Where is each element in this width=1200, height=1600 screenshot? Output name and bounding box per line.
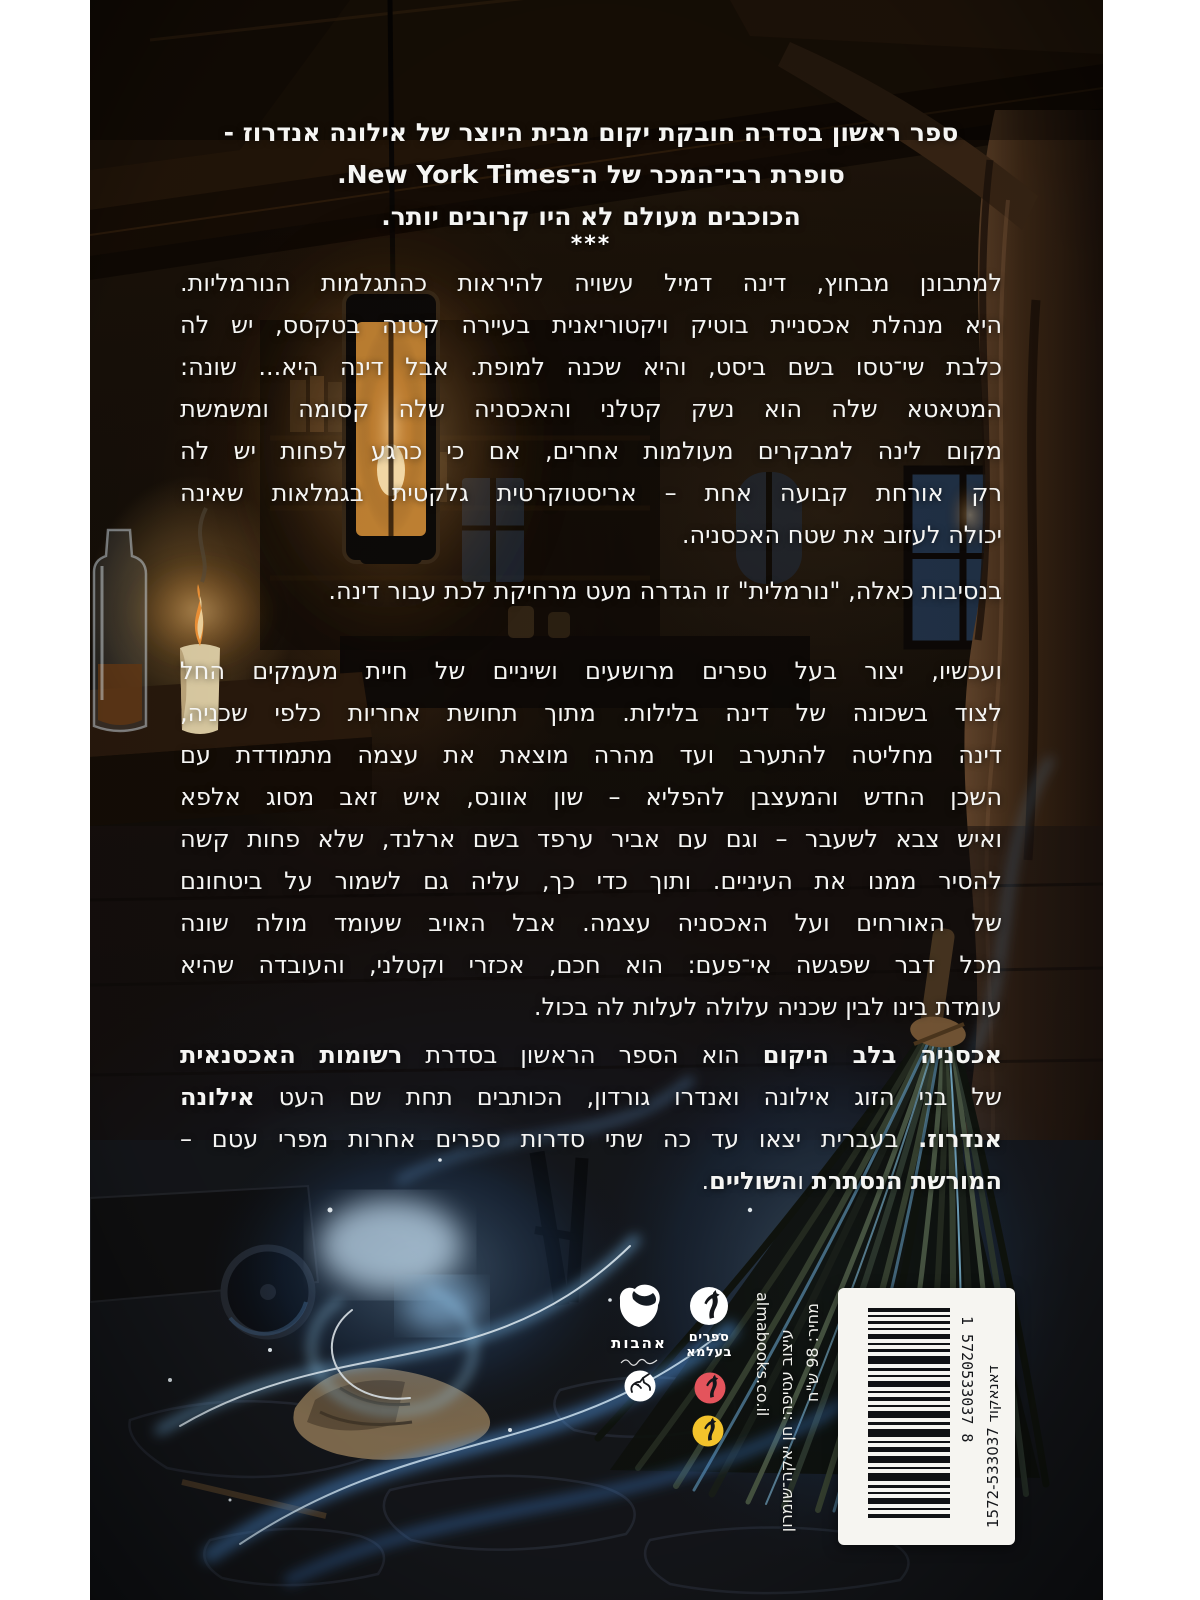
synopsis-line: כלבת שי־טסו בשם ביסט, והיא שכנה למופת. אבל דינה היא... שונה: [180,353,1002,381]
header-line: ספר ראשון בסדרה חובקת יקום מבית היוצר של אילונה אנדרוז - [223,118,959,147]
tagline-line: בנסיבות כאלה, "נורמלית" זו הגדרה מעט מרחיקת לכת עבור דינה. [328,577,1002,605]
ahavot-heart-icon [615,1281,663,1331]
synopsis-line: עומדת בינו לבין שכניה עלולה לעלות לה בכול. [533,993,1002,1021]
unicorn-icon [624,1370,656,1402]
alma-publisher-logo [674,1286,744,1360]
publisher-website: almabooks.co.il [753,1292,772,1417]
synopsis-line: להסיר ממנו את העיניים. ותוך כדי כך, עליה גם לשמור על ביטחונם [180,867,1002,895]
synopsis-line: המטאטא שלה הוא נשק קטלני והאכסניה שלה קסומה ומשמשת [180,395,1002,423]
header-blurb [180,112,1002,238]
tagline [180,570,1002,612]
synopsis-paragraph-1 [180,262,1002,556]
barcode-danacode-number: דאנאקוד 1572-533037 [984,1365,1002,1528]
about-line: אנדרוז. בעברית יצאו עד כה שתי סדרות ספרים אחרות מפרי עטם – [180,1125,1002,1153]
synopsis-line: ואיש צבא לשעבר – וגם עם אביר ערפד בשם ארלנד, שלא פחות קשה [180,825,1002,853]
header-line: סופרת רבי־המכר של ה־New York Times. [337,160,845,189]
ahavot-label: אהבות [611,1334,667,1352]
synopsis-line: מכל דבר שפגשה אי־פעם: הוא חכם, אכזרי וקטלני, והעובדה שהיא [180,951,1002,979]
alma-label-line2: בעלמא [686,1345,732,1360]
synopsis-paragraph-2 [180,650,1002,1028]
about-line: אכסניה בלב היקום הוא הספר הראשון בסדרת רשומות האכסנאית [180,1041,1002,1069]
price-label: מחיר: 98 ש"ח [803,1303,822,1402]
about-authors-paragraph [180,1034,1002,1202]
ahavot-publisher-logo [604,1281,674,1371]
synopsis-line: למתבונן מבחוץ, דינה דמיל עשויה להיראות כהתגלמות הנורמליות. [180,269,1002,297]
synopsis-line: דינה מחליטה להתערב ועד מהרה מוצאת את עצמה מתמודדת עם [180,741,1002,769]
cat-icon-yellow [692,1415,724,1447]
barcode-card [838,1288,1015,1545]
synopsis-line: ועכשיו, יצור בעל טפרים מרושעים ושיניים של חיית מעמקים החל [180,657,1002,685]
synopsis-line: לצוד בשכונה של דינה בלילות. מתוך תחושת אחריות כלפי שכניה, [180,699,1002,727]
barcode [868,1308,950,1518]
synopsis-line: השכן החדש והמעצבן להפליא – שון אוונס, איש זאב מסוג אלפא [180,783,1002,811]
header-line: הכוכבים מעולם לא היו קרובים יותר. [381,202,801,231]
cat-icon-red [694,1372,726,1404]
barcode-ean-number: 1 5720533037 8 [958,1316,976,1443]
alma-cat-icon [689,1286,729,1326]
ahavot-script-icon [619,1357,659,1367]
section-separator: *** [570,232,612,257]
alma-label-line1: ספרים [688,1330,730,1345]
synopsis-line: יכולה לעזוב את שטח האכסניה. [681,521,1002,549]
cover-design-credit: עיצוב עטיפה: חן יאקה־שומרון [777,1329,796,1532]
about-line: המורשת הנסתרת והשוליים. [701,1167,1002,1195]
synopsis-line: רק אורחת קבועה אחת – אריסטוקרטית גלקטית בגמלאות שאינה [180,479,1002,507]
book-back-cover [90,0,1103,1600]
about-line: של בני הזוג אילונה ואנדרו גורדון, הכותבים תחת שם העט אילונה [180,1083,1002,1111]
synopsis-line: היא מנהלת אכסניית בוטיק ויקטוריאנית בעיירה קטנה בטקסס, יש לה [180,311,1002,339]
synopsis-line: של האורחים ועל האכסניה עצמה. אבל האויב שעומד מולה שונה [180,909,1002,937]
synopsis-line: מקום לינה למבקרים מעולמות אחרים, אם כי כרגע לפחות יש לה [180,437,1002,465]
